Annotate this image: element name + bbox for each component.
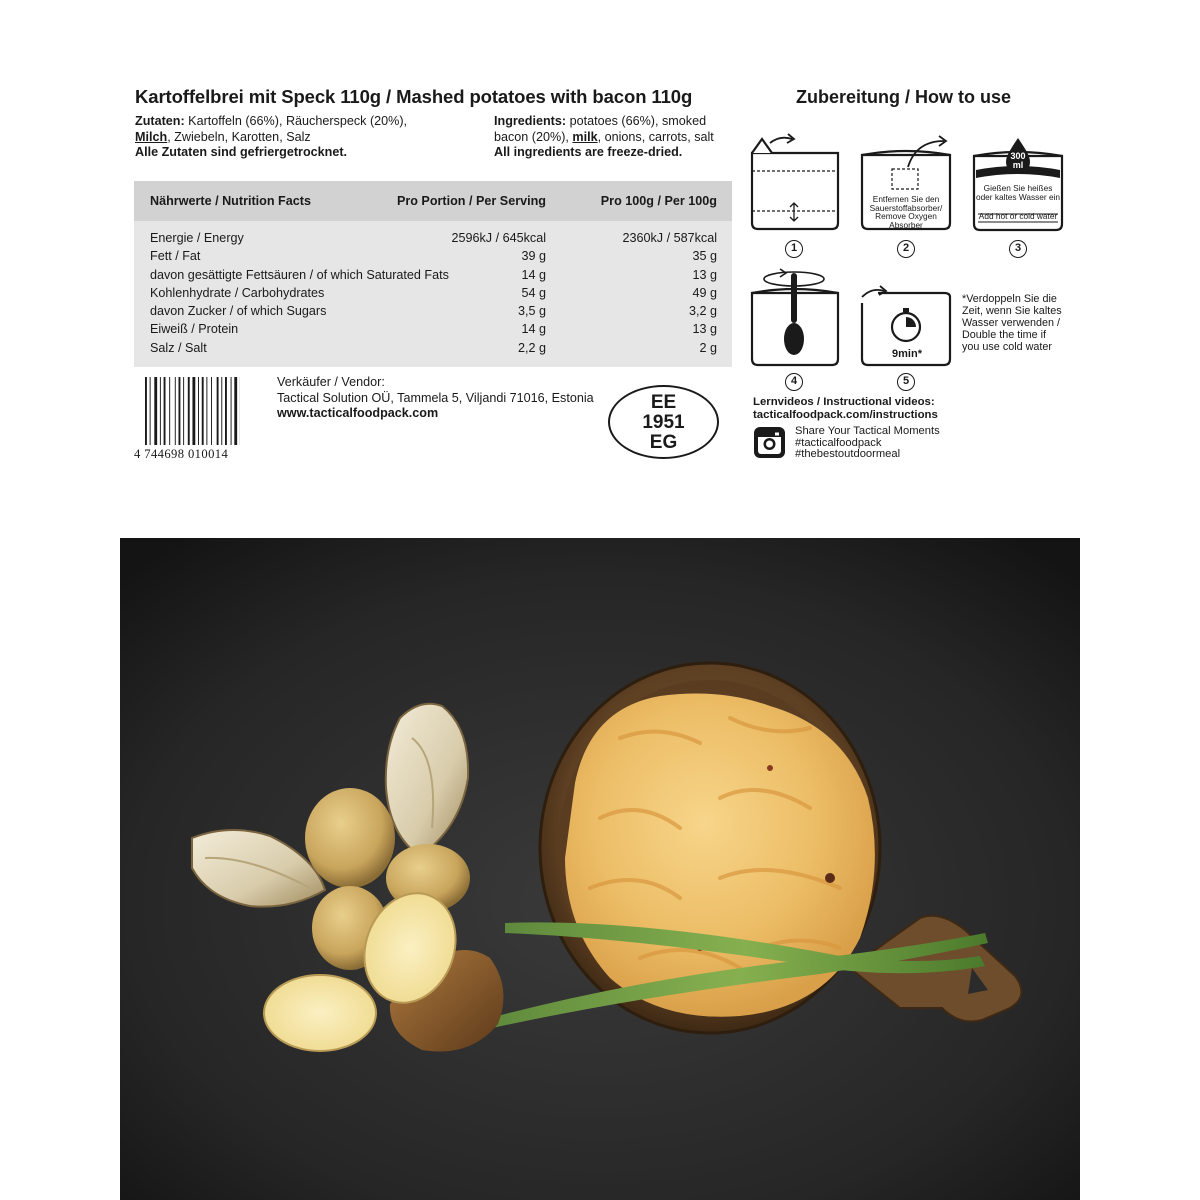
nutrition-row xyxy=(134,339,732,357)
water-amount-unit: ml xyxy=(1012,160,1024,170)
nutrient-per-100g: 3,2 g xyxy=(688,304,717,319)
note-line: Double the time if xyxy=(962,329,1047,341)
nutrient-per-serving: 3,5 g xyxy=(517,304,546,319)
nutrition-header-name: Nährwerte / Nutrition Facts xyxy=(150,194,311,208)
share-line: Share Your Tactical Moments xyxy=(795,425,940,437)
nutrition-row xyxy=(134,247,732,265)
step3-text-line: Gießen Sie heißes xyxy=(983,183,1053,193)
ingredients-en-milk: milk xyxy=(572,129,598,144)
ingredients-de-label: Zutaten: xyxy=(135,114,185,128)
water-amount xyxy=(1006,152,1030,170)
vendor-url[interactable]: www.tacticalfoodpack.com xyxy=(277,406,439,420)
videos-label: Lernvideos / Instructional videos: xyxy=(753,396,935,408)
nutrient-per-serving: 39 g xyxy=(521,249,546,264)
step2-instruction xyxy=(861,195,951,229)
step3-text-line: oder kaltes Wasser ein xyxy=(975,191,1061,202)
product-title: Kartoffelbrei mit Speck 110g / Mashed potatoes with bacon 110g xyxy=(135,86,693,107)
step-number: 2 xyxy=(897,240,915,258)
nutrition-table xyxy=(134,181,732,367)
ingredients-de-note: Alle Zutaten sind gefriergetrocknet. xyxy=(135,145,348,159)
nutrient-name: Eiweiß / Protein xyxy=(150,322,239,337)
step-number: 5 xyxy=(897,373,915,391)
step5-time: 9min* xyxy=(892,348,922,360)
nutrient-per-serving: 14 g xyxy=(521,322,546,337)
barcode-bar xyxy=(145,377,147,445)
ingredients-en xyxy=(494,114,739,161)
water-amount-value: 300 xyxy=(1010,151,1026,161)
barcode-bar xyxy=(164,377,166,445)
nutrition-header xyxy=(134,181,732,221)
approval-mark-line2: 1951 xyxy=(642,412,685,433)
approval-mark xyxy=(608,385,719,459)
social-share xyxy=(795,426,940,461)
barcode-bar xyxy=(231,377,232,445)
note-line: Wasser verwenden / xyxy=(962,317,1061,329)
barcode-bar xyxy=(154,377,157,445)
barcode-number: 4 744698 010014 xyxy=(134,447,229,461)
share-hashtag: #tacticalfoodpack xyxy=(795,436,882,449)
ingredients-en-label: Ingredients: xyxy=(494,114,567,128)
food-photo xyxy=(120,538,1080,1200)
barcode xyxy=(145,377,240,445)
step2-text-line: Remove Oxygen xyxy=(875,211,937,222)
nutrient-per-100g: 49 g xyxy=(692,285,717,300)
nutrition-row xyxy=(134,302,732,320)
nutrient-per-serving: 2,2 g xyxy=(517,340,546,355)
ingredients-en-note: All ingredients are freeze-dried. xyxy=(494,145,683,159)
approval-mark-line1: EE xyxy=(650,392,677,413)
ingredients-en-text: potatoes (66%), smoked bacon (20%), xyxy=(494,114,707,144)
howto-title: Zubereitung / How to use xyxy=(796,87,1011,107)
nutrient-name: davon gesättigte Fettsäuren / of which Saturated Fats xyxy=(150,267,449,282)
nutrient-name: Salz / Salt xyxy=(150,340,207,355)
nutrient-per-serving: 14 g xyxy=(521,267,546,282)
barcode-bar xyxy=(211,377,212,445)
note-line: *Verdoppeln Sie die xyxy=(962,293,1057,305)
videos-link[interactable]: tacticalfoodpack.com/instructions xyxy=(753,408,938,421)
nutrient-name: Fett / Fat xyxy=(150,249,201,264)
barcode-bar xyxy=(225,377,227,445)
step2-text-line: Sauerstoffabsorber/ xyxy=(869,202,943,213)
step-number: 3 xyxy=(1009,240,1027,258)
nutrient-per-serving: 2596kJ / 645kcal xyxy=(451,231,546,245)
barcode-bar xyxy=(150,377,151,445)
cold-water-note xyxy=(962,293,1062,353)
note-line: you use cold water xyxy=(962,341,1053,353)
nutrition-header-per-100g: Pro 100g / Per 100g xyxy=(600,194,717,208)
step3-instruction-en: Add hot or cold water xyxy=(978,211,1058,221)
nutrition-row xyxy=(134,229,732,247)
instagram-icon[interactable] xyxy=(753,426,786,459)
ingredients-en-text2: , onions, carrots, salt xyxy=(597,129,714,144)
ingredients-de-text: Kartoffeln (66%), Räucherspeck (20%), xyxy=(184,114,408,128)
nutrient-per-100g: 2360kJ / 587kcal xyxy=(622,231,717,245)
step3-instruction xyxy=(972,184,1064,201)
instructional-videos xyxy=(753,396,938,421)
barcode-bar xyxy=(221,377,222,445)
barcode-bar xyxy=(160,377,161,445)
nutrient-name: Kohlenhydrate / Carbohydrates xyxy=(150,285,325,300)
nutrient-per-100g: 2 g xyxy=(699,340,717,355)
step1-open-pouch-icon xyxy=(748,131,840,235)
nutrient-name: davon Zucker / of which Sugars xyxy=(150,304,327,319)
step4-stir-icon xyxy=(748,265,840,369)
ingredients-de-milk: Milch xyxy=(135,129,168,144)
step-number: 1 xyxy=(785,240,803,258)
barcode-bar xyxy=(217,377,219,445)
vendor-address: Tactical Solution OÜ, Tammela 5, Viljandi 71016, Estonia xyxy=(277,390,594,405)
barcode-bar xyxy=(202,377,204,445)
step-number: 4 xyxy=(785,373,803,391)
nutrition-row xyxy=(134,266,732,284)
nutrient-per-100g: 13 g xyxy=(692,267,717,282)
barcode-bar xyxy=(183,377,184,445)
share-hashtag: #thebestoutdoormeal xyxy=(795,448,901,461)
nutrient-per-100g: 35 g xyxy=(692,249,717,264)
note-line: Zeit, wenn Sie kaltes xyxy=(962,305,1062,317)
barcode-bar xyxy=(169,377,170,445)
nutrition-rows xyxy=(134,229,732,357)
cut-potato xyxy=(264,975,376,1051)
ingredients-de-text2: , Zwiebeln, Karotten, Salz xyxy=(167,129,311,144)
nutrient-per-serving: 54 g xyxy=(521,285,546,300)
barcode-bar xyxy=(192,377,195,445)
barcode-bar xyxy=(198,377,199,445)
nutrient-name: Energie / Energy xyxy=(150,231,244,245)
potato xyxy=(305,788,395,888)
barcode-bar xyxy=(234,377,237,445)
barcode-bar xyxy=(179,377,181,445)
ingredients-de xyxy=(135,114,455,161)
vendor-label: Verkäufer / Vendor: xyxy=(277,375,385,389)
vendor-info xyxy=(277,375,594,422)
barcode-bar xyxy=(188,377,190,445)
barcode-bar xyxy=(206,377,207,445)
nutrition-row xyxy=(134,320,732,338)
nutrition-header-per-serving: Pro Portion / Per Serving xyxy=(396,194,546,208)
nutrient-per-100g: 13 g xyxy=(692,322,717,337)
nutrition-row xyxy=(134,284,732,302)
approval-mark-line3: EG xyxy=(649,432,678,453)
step2-text-line: Entfernen Sie den xyxy=(872,194,940,204)
barcode-bar xyxy=(175,377,176,445)
step2-text-line: Absorber xyxy=(889,219,923,230)
